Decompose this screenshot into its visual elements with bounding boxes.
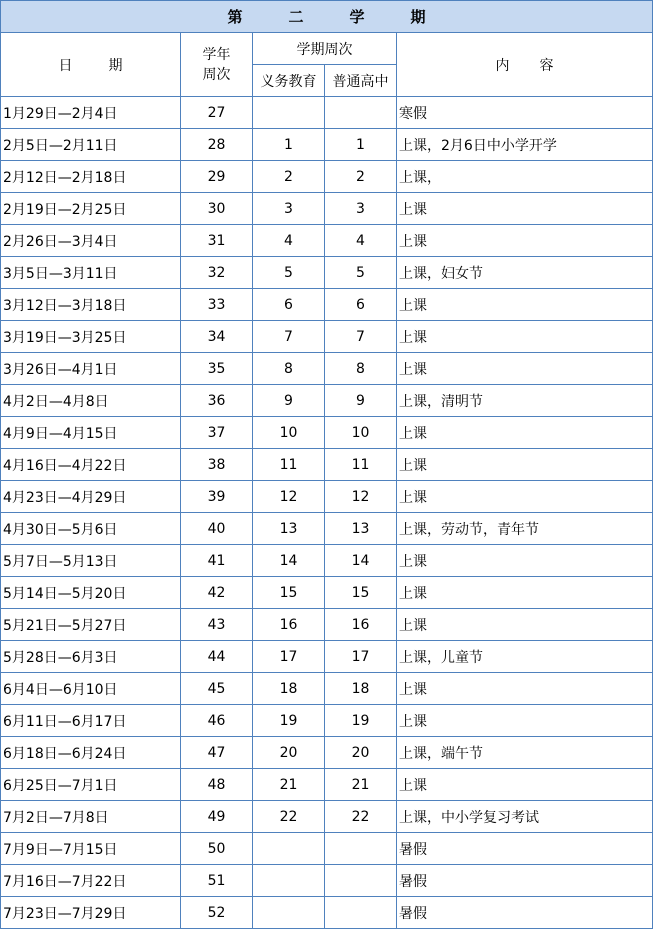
cell-date: 4月23日—4月29日 — [1, 481, 181, 513]
cell-high-school-week — [325, 97, 397, 129]
cell-date: 6月11日—6月17日 — [1, 705, 181, 737]
cell-high-school-week: 3 — [325, 193, 397, 225]
cell-date: 6月4日—6月10日 — [1, 673, 181, 705]
cell-compulsory-week: 17 — [253, 641, 325, 673]
cell-compulsory-week: 8 — [253, 353, 325, 385]
table-row — [1, 353, 653, 385]
cell-compulsory-week: 18 — [253, 673, 325, 705]
cell-compulsory-week — [253, 897, 325, 929]
cell-year-week: 29 — [181, 161, 253, 193]
title-row — [1, 1, 653, 33]
header-date: 日期 — [1, 33, 181, 97]
cell-content: 上课 — [397, 577, 653, 609]
cell-date: 7月2日—7月8日 — [1, 801, 181, 833]
cell-high-school-week: 19 — [325, 705, 397, 737]
cell-compulsory-week: 4 — [253, 225, 325, 257]
cell-date: 3月19日—3月25日 — [1, 321, 181, 353]
cell-year-week: 44 — [181, 641, 253, 673]
table-row — [1, 97, 653, 129]
table-row — [1, 737, 653, 769]
table-row — [1, 833, 653, 865]
cell-year-week: 27 — [181, 97, 253, 129]
cell-high-school-week: 10 — [325, 417, 397, 449]
cell-compulsory-week — [253, 833, 325, 865]
cell-content: 上课，儿童节 — [397, 641, 653, 673]
cell-content: 上课，中小学复习考试 — [397, 801, 653, 833]
cell-compulsory-week: 20 — [253, 737, 325, 769]
cell-date: 3月12日—3月18日 — [1, 289, 181, 321]
cell-content: 上课 — [397, 673, 653, 705]
table-row — [1, 577, 653, 609]
table-row — [1, 161, 653, 193]
table-row — [1, 705, 653, 737]
table-row — [1, 513, 653, 545]
cell-content: 上课，劳动节，青年节 — [397, 513, 653, 545]
header-school-week-line1: 学年 — [202, 46, 231, 63]
cell-content: 上课 — [397, 417, 653, 449]
cell-year-week: 35 — [181, 353, 253, 385]
cell-content: 上课 — [397, 193, 653, 225]
cell-compulsory-week: 15 — [253, 577, 325, 609]
header-content: 内容 — [397, 33, 653, 97]
cell-date: 2月12日—2月18日 — [1, 161, 181, 193]
cell-year-week: 30 — [181, 193, 253, 225]
cell-high-school-week: 13 — [325, 513, 397, 545]
cell-content: 上课 — [397, 353, 653, 385]
cell-date: 4月2日—4月8日 — [1, 385, 181, 417]
cell-date: 7月16日—7月22日 — [1, 865, 181, 897]
cell-year-week: 51 — [181, 865, 253, 897]
table-row — [1, 545, 653, 577]
cell-content: 上课 — [397, 289, 653, 321]
cell-compulsory-week: 6 — [253, 289, 325, 321]
cell-compulsory-week: 19 — [253, 705, 325, 737]
cell-year-week: 34 — [181, 321, 253, 353]
cell-date: 4月9日—4月15日 — [1, 417, 181, 449]
cell-content: 上课，端午节 — [397, 737, 653, 769]
cell-date: 5月14日—5月20日 — [1, 577, 181, 609]
cell-high-school-week: 22 — [325, 801, 397, 833]
cell-content: 上课 — [397, 321, 653, 353]
cell-content: 上课 — [397, 769, 653, 801]
cell-compulsory-week: 16 — [253, 609, 325, 641]
cell-date: 7月9日—7月15日 — [1, 833, 181, 865]
cell-year-week: 33 — [181, 289, 253, 321]
cell-compulsory-week: 21 — [253, 769, 325, 801]
cell-content: 上课 — [397, 481, 653, 513]
table-body — [1, 1, 653, 929]
cell-content: 暑假 — [397, 865, 653, 897]
cell-date: 2月19日—2月25日 — [1, 193, 181, 225]
cell-high-school-week: 18 — [325, 673, 397, 705]
cell-year-week: 42 — [181, 577, 253, 609]
cell-compulsory-week: 22 — [253, 801, 325, 833]
cell-content: 上课 — [397, 225, 653, 257]
cell-high-school-week: 1 — [325, 129, 397, 161]
table-row — [1, 385, 653, 417]
table-row — [1, 609, 653, 641]
header-term-week: 学期周次 — [253, 33, 397, 65]
cell-date: 3月26日—4月1日 — [1, 353, 181, 385]
table-row — [1, 801, 653, 833]
cell-year-week: 45 — [181, 673, 253, 705]
table-row — [1, 897, 653, 929]
cell-compulsory-week: 13 — [253, 513, 325, 545]
table-row — [1, 449, 653, 481]
cell-year-week: 37 — [181, 417, 253, 449]
table-row — [1, 193, 653, 225]
cell-high-school-week: 2 — [325, 161, 397, 193]
table-row — [1, 129, 653, 161]
cell-compulsory-week: 1 — [253, 129, 325, 161]
cell-high-school-week: 11 — [325, 449, 397, 481]
table-row — [1, 321, 653, 353]
cell-content: 上课 — [397, 705, 653, 737]
cell-high-school-week: 20 — [325, 737, 397, 769]
cell-date: 6月25日—7月1日 — [1, 769, 181, 801]
cell-date: 5月28日—6月3日 — [1, 641, 181, 673]
cell-year-week: 36 — [181, 385, 253, 417]
cell-year-week: 46 — [181, 705, 253, 737]
cell-date: 1月29日—2月4日 — [1, 97, 181, 129]
cell-high-school-week: 14 — [325, 545, 397, 577]
cell-high-school-week: 8 — [325, 353, 397, 385]
cell-content: 寒假 — [397, 97, 653, 129]
cell-year-week: 49 — [181, 801, 253, 833]
cell-date: 4月30日—5月6日 — [1, 513, 181, 545]
cell-year-week: 50 — [181, 833, 253, 865]
table-row — [1, 289, 653, 321]
semester-title: 第二学期 — [1, 1, 653, 33]
table-row — [1, 673, 653, 705]
cell-compulsory-week — [253, 97, 325, 129]
cell-compulsory-week: 3 — [253, 193, 325, 225]
cell-compulsory-week: 14 — [253, 545, 325, 577]
cell-year-week: 47 — [181, 737, 253, 769]
cell-date: 5月7日—5月13日 — [1, 545, 181, 577]
cell-high-school-week: 7 — [325, 321, 397, 353]
cell-year-week: 41 — [181, 545, 253, 577]
cell-high-school-week: 6 — [325, 289, 397, 321]
cell-date: 5月21日—5月27日 — [1, 609, 181, 641]
header-high-school: 普通高中 — [325, 65, 397, 97]
table-row — [1, 417, 653, 449]
cell-year-week: 43 — [181, 609, 253, 641]
table-row — [1, 225, 653, 257]
cell-year-week: 52 — [181, 897, 253, 929]
cell-high-school-week — [325, 897, 397, 929]
cell-content: 上课，2月6日中小学开学 — [397, 129, 653, 161]
cell-content: 上课 — [397, 449, 653, 481]
cell-date: 7月23日—7月29日 — [1, 897, 181, 929]
header-school-week-line2: 周次 — [202, 66, 231, 83]
cell-high-school-week: 16 — [325, 609, 397, 641]
table-row — [1, 257, 653, 289]
cell-compulsory-week: 9 — [253, 385, 325, 417]
cell-high-school-week — [325, 833, 397, 865]
cell-high-school-week — [325, 865, 397, 897]
cell-content: 暑假 — [397, 897, 653, 929]
cell-high-school-week: 21 — [325, 769, 397, 801]
cell-high-school-week: 17 — [325, 641, 397, 673]
cell-content: 暑假 — [397, 833, 653, 865]
cell-compulsory-week: 5 — [253, 257, 325, 289]
header-compulsory: 义务教育 — [253, 65, 325, 97]
cell-content: 上课， — [397, 161, 653, 193]
cell-high-school-week: 12 — [325, 481, 397, 513]
cell-high-school-week: 4 — [325, 225, 397, 257]
cell-date: 2月26日—3月4日 — [1, 225, 181, 257]
cell-year-week: 38 — [181, 449, 253, 481]
cell-year-week: 31 — [181, 225, 253, 257]
cell-compulsory-week: 12 — [253, 481, 325, 513]
cell-year-week: 39 — [181, 481, 253, 513]
cell-high-school-week: 15 — [325, 577, 397, 609]
table-row — [1, 769, 653, 801]
cell-high-school-week: 5 — [325, 257, 397, 289]
cell-date: 3月5日—3月11日 — [1, 257, 181, 289]
cell-compulsory-week — [253, 865, 325, 897]
header-school-week — [181, 33, 253, 97]
cell-year-week: 40 — [181, 513, 253, 545]
cell-compulsory-week: 2 — [253, 161, 325, 193]
cell-compulsory-week: 10 — [253, 417, 325, 449]
cell-year-week: 32 — [181, 257, 253, 289]
cell-compulsory-week: 11 — [253, 449, 325, 481]
cell-date: 2月5日—2月11日 — [1, 129, 181, 161]
header-row-1 — [1, 33, 653, 65]
cell-date: 6月18日—6月24日 — [1, 737, 181, 769]
table-row — [1, 641, 653, 673]
cell-high-school-week: 9 — [325, 385, 397, 417]
table-row — [1, 865, 653, 897]
cell-content: 上课 — [397, 609, 653, 641]
cell-content: 上课 — [397, 545, 653, 577]
cell-year-week: 48 — [181, 769, 253, 801]
cell-compulsory-week: 7 — [253, 321, 325, 353]
table-row — [1, 481, 653, 513]
cell-content: 上课，妇女节 — [397, 257, 653, 289]
cell-year-week: 28 — [181, 129, 253, 161]
cell-date: 4月16日—4月22日 — [1, 449, 181, 481]
cell-content: 上课，清明节 — [397, 385, 653, 417]
